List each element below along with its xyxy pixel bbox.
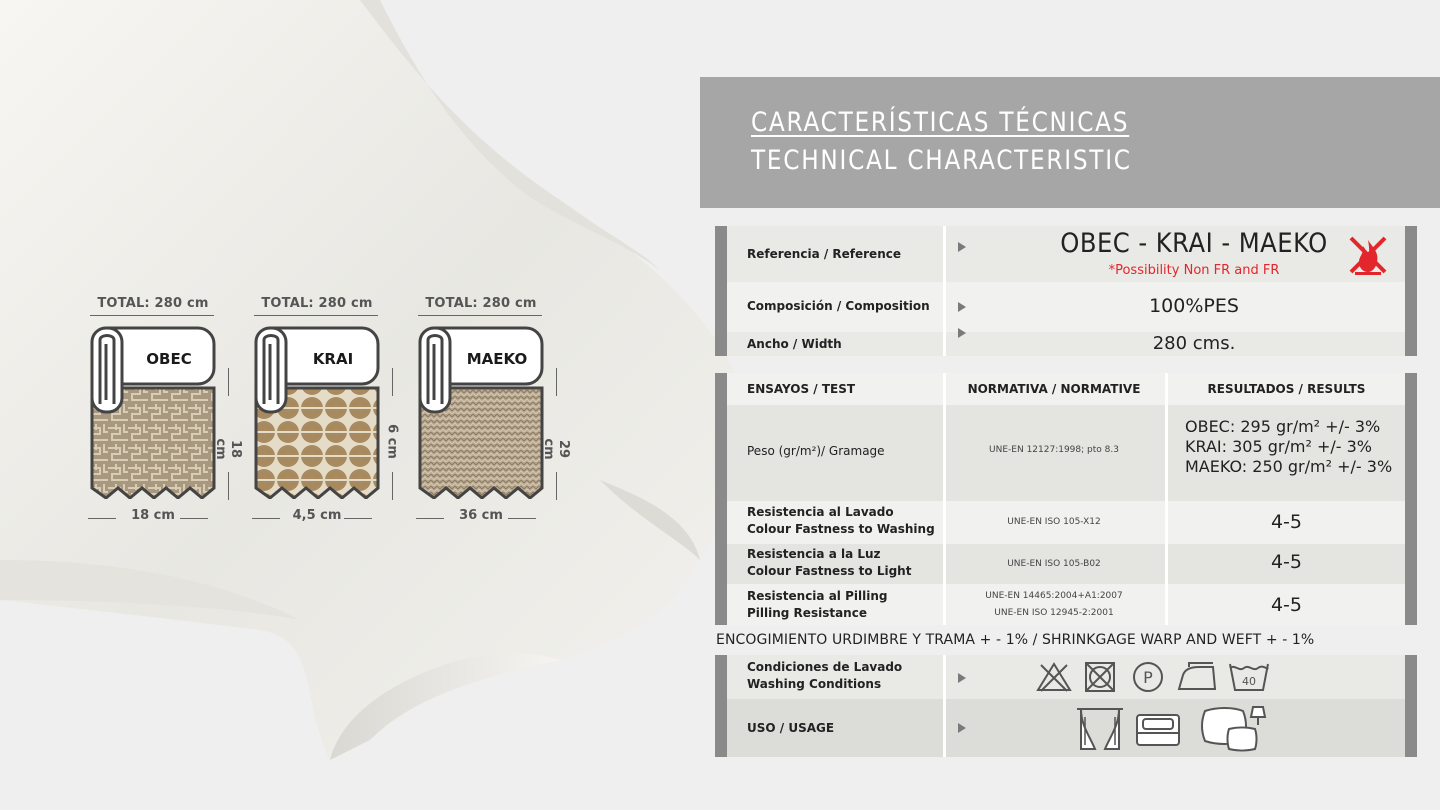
- dimension-line: [508, 518, 536, 519]
- column-separator: [1165, 405, 1168, 501]
- reference-value: OBEC - KRAI - MAEKO: [1060, 228, 1328, 259]
- do-not-bleach-icon: [1035, 661, 1073, 693]
- dimension-line: [252, 518, 280, 519]
- washing-conditions-row: [727, 655, 1405, 699]
- light-fastness-label-en: Colour Fastness to Light: [747, 564, 912, 578]
- composition-label: Composición / Composition: [747, 299, 930, 313]
- dimension-line: [392, 368, 393, 396]
- arrow-icon: [958, 242, 966, 252]
- pilling-label-en: Pilling Resistance: [747, 606, 867, 620]
- pilling-result: 4-5: [1270, 594, 1303, 616]
- column-separator: [943, 332, 946, 356]
- total-width-label: TOTAL: 280 cm: [425, 296, 537, 311]
- do-not-tumble-dry-icon: [1083, 661, 1117, 693]
- washing-fastness-label-es: Resistencia al Lavado: [747, 505, 894, 519]
- composition-row: [727, 282, 1405, 332]
- column-separator: [943, 655, 946, 699]
- column-separator: [943, 226, 946, 282]
- repeat-width-label: 4,5 cm: [292, 508, 342, 523]
- col-normative-header: NORMATIVA / NORMATIVE: [967, 382, 1141, 396]
- iron-icon: [1175, 661, 1219, 693]
- dimension-line: [392, 472, 393, 500]
- tests-header-row: [727, 373, 1405, 405]
- light-fastness-label-es: Resistencia a la Luz: [747, 547, 881, 561]
- title-spanish: CARACTERÍSTICAS TÉCNICAS: [751, 107, 1130, 138]
- pilling-normative-1: UNE-EN 14465:2004+A1:2007: [985, 591, 1123, 601]
- light-fastness-normative: UNE-EN ISO 105-B02: [1007, 559, 1101, 569]
- dimension-line: [556, 368, 557, 396]
- pilling-row: [727, 584, 1405, 625]
- washing-fastness-row: [727, 501, 1405, 544]
- wash-40-icon: [1227, 660, 1271, 694]
- pilling-label-es: Resistencia al Pilling: [747, 589, 888, 603]
- repeat-width-label: 36 cm: [459, 508, 503, 523]
- dry-clean-p-icon: [1131, 661, 1165, 693]
- spec-table: [715, 226, 1417, 356]
- arrow-icon: [958, 673, 966, 683]
- dimension-line: [228, 368, 229, 396]
- technical-header: [700, 77, 1440, 208]
- swatch-name: MAEKO: [466, 350, 528, 368]
- table-bar-left: [715, 373, 727, 625]
- total-dimension-line: [418, 315, 542, 316]
- washing-fastness-label-en: Colour Fastness to Washing: [747, 522, 935, 536]
- usage-row: [727, 699, 1405, 757]
- total-dimension-line: [254, 315, 378, 316]
- light-fastness-result: 4-5: [1270, 551, 1303, 573]
- tests-table: [715, 373, 1417, 625]
- repeat-width-label: 18 cm: [131, 508, 175, 523]
- column-separator: [943, 282, 946, 332]
- width-row: [727, 332, 1405, 356]
- title-english: TECHNICAL CHARACTERISTIC: [751, 145, 1132, 176]
- arrow-icon: [958, 723, 966, 733]
- width-label: Ancho / Width: [747, 337, 842, 351]
- gramage-normative: UNE-EN 12127:1998; pto 8.3: [989, 445, 1119, 455]
- pilling-normative-2: UNE-EN ISO 12945-2:2001: [994, 608, 1114, 618]
- repeat-height-label: 18 cm: [213, 438, 243, 460]
- reference-note: *Possibility Non FR and FR: [1108, 263, 1280, 278]
- column-separator: [943, 699, 946, 757]
- col-test-header: ENSAYOS / TEST: [747, 382, 856, 396]
- gramage-result-obec: OBEC: 295 gr/m² +/- 3%: [1185, 417, 1381, 436]
- washing-conditions-label-es: Condiciones de Lavado: [747, 660, 903, 674]
- curtains-icon: [1075, 705, 1125, 753]
- svg-text:P: P: [1143, 668, 1153, 687]
- washing-conditions-label-en: Washing Conditions: [747, 677, 882, 691]
- washing-fastness-normative: UNE-EN ISO 105-X12: [1007, 517, 1101, 527]
- wash-temperature: 40: [1242, 675, 1256, 688]
- swatch-name: KRAI: [312, 350, 354, 368]
- table-bar-right: [1405, 373, 1417, 625]
- table-bar-left: [715, 655, 727, 757]
- total-width-label: TOTAL: 280 cm: [97, 296, 209, 311]
- washing-fastness-result: 4-5: [1270, 511, 1303, 533]
- dimension-line: [416, 518, 444, 519]
- composition-value: 100%PES: [1149, 295, 1239, 317]
- dimension-line: [88, 518, 116, 519]
- gramage-result-maeko: MAEKO: 250 gr/m² +/- 3%: [1185, 457, 1393, 476]
- light-fastness-row: [727, 544, 1405, 584]
- repeat-height-label: 29 cm: [541, 438, 571, 460]
- swatch-name: OBEC: [146, 350, 192, 368]
- dimension-line: [228, 472, 229, 500]
- table-bar-right: [1405, 655, 1417, 757]
- dimension-line: [556, 472, 557, 500]
- usage-label: USO / USAGE: [747, 721, 835, 735]
- table-bar-left: [715, 226, 727, 356]
- total-width-label: TOTAL: 280 cm: [261, 296, 373, 311]
- shrinkage-note: ENCOGIMIENTO URDIMBRE Y TRAMA + - 1% / SHRINKGAGE WARP AND WEFT + - 1%: [716, 632, 1315, 648]
- non-fire-retardant-icon: [1345, 232, 1391, 278]
- dimension-line: [344, 518, 372, 519]
- gramage-result-krai: KRAI: 305 gr/m² +/- 3%: [1185, 437, 1372, 456]
- gramage-row: [727, 405, 1405, 501]
- gramage-label: Peso (gr/m²)/ Gramage: [747, 444, 885, 458]
- reference-label: Referencia / Reference: [747, 247, 901, 261]
- col-results-header: RESULTADOS / RESULTS: [1207, 382, 1366, 396]
- bed-icon: [1133, 709, 1183, 749]
- care-usage-table: [715, 655, 1417, 757]
- width-value: 280 cms.: [1152, 333, 1236, 354]
- dimension-line: [180, 518, 208, 519]
- repeat-height-label: 6 cm: [384, 424, 400, 459]
- cushions-lamp-icon: [1199, 703, 1269, 753]
- reference-row: [727, 226, 1405, 282]
- total-dimension-line: [90, 315, 214, 316]
